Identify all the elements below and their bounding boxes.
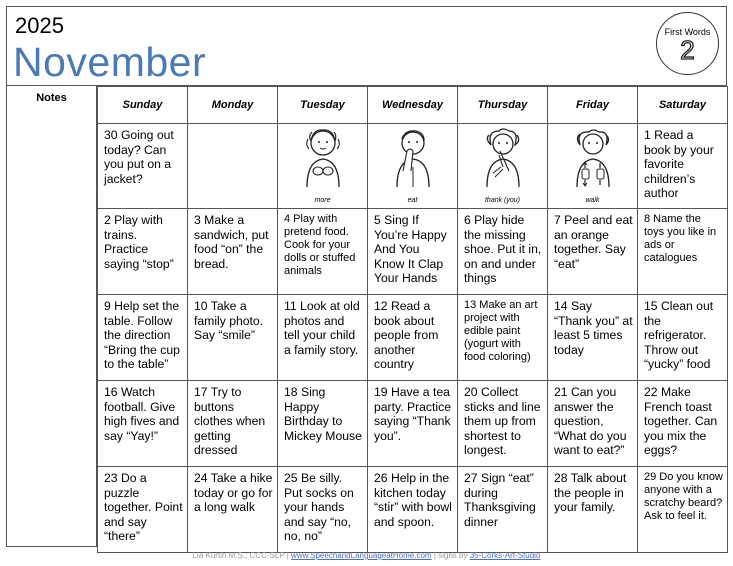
day-activity: 16 Watch football. Give high fives and say “Yay!” [104, 385, 180, 443]
calendar-grid [97, 86, 728, 553]
day-activity: 25 Be silly. Put socks on your hands and say “no, no, no” [284, 471, 354, 543]
day-cell [98, 295, 188, 381]
day-cell [188, 467, 278, 553]
day-cell [278, 209, 368, 295]
day-cell [368, 209, 458, 295]
day-activity: 2 Play with trains. Practice saying “stop” [104, 213, 174, 271]
day-cell [548, 295, 638, 381]
day-activity: 26 Help in the kitchen today “stir” with bowl and spoon. [374, 471, 452, 529]
day-cell [98, 209, 188, 295]
day-cell [278, 381, 368, 467]
weekday-tuesday: Tuesday [278, 87, 368, 124]
day-cell [368, 381, 458, 467]
day-cell [548, 209, 638, 295]
day-activity: 18 Sing Happy Birthday to Mickey Mouse [284, 385, 362, 443]
sign-eat-illustration [389, 127, 437, 189]
day-cell [458, 381, 548, 467]
footer-author: Lia Kurtin M.S., CCC-SLP | [192, 551, 289, 560]
day-cell [188, 295, 278, 381]
day-activity: 7 Peel and eat an orange together. Say “eat” [554, 213, 633, 271]
sign-walk-illustration [569, 127, 617, 189]
day-cell [638, 467, 728, 553]
calendar-header [6, 6, 727, 86]
weekday-saturday: Saturday [638, 87, 728, 124]
day-activity: 21 Can you answer the question, “What do you want to eat?” [554, 385, 627, 457]
day-activity: 22 Make French toast together. Can you mix the eggs? [644, 385, 718, 457]
footer-website-link[interactable]: www.SpeechandLanguageatHome.com [291, 551, 432, 560]
day-cell [188, 381, 278, 467]
week-row [98, 295, 728, 381]
day-cell [548, 381, 638, 467]
day-cell [98, 467, 188, 553]
sign-cell [278, 124, 368, 209]
weekday-thursday: Thursday [458, 87, 548, 124]
week-row [98, 209, 728, 295]
day-activity: 10 Take a family photo. Say “smile” [194, 299, 264, 342]
day-activity: 14 Say “Thank you” at least 5 times today [554, 299, 633, 357]
day-cell [278, 295, 368, 381]
sign-caption-eat: eat [407, 197, 418, 204]
sign-thank-you-illustration [479, 127, 527, 189]
footer-credits [0, 551, 733, 560]
notes-label: Notes [36, 92, 67, 104]
badge-number: 2 [680, 35, 695, 65]
day-activity: 3 Make a sandwich, put food “on” the bread. [194, 213, 269, 271]
day-cell [98, 381, 188, 467]
day-activity: 4 Play with pretend food. Cook for your dolls or stuffed animals [284, 213, 356, 277]
sign-more-illustration [299, 127, 347, 189]
day-activity: 20 Collect sticks and line them up from shortest to longest. [464, 385, 541, 457]
footer-separator: | signs by [433, 551, 468, 560]
day-cell [638, 381, 728, 467]
week-row [98, 381, 728, 467]
sign-caption-thank-you: thank (you) [484, 197, 521, 204]
day-activity: 1 Read a book by your favorite children’s author [644, 128, 714, 200]
weekday-friday: Friday [548, 87, 638, 124]
sign-cell [548, 124, 638, 209]
day-cell [458, 295, 548, 381]
day-cell [458, 467, 548, 553]
day-cell [638, 124, 728, 209]
weekday-wednesday: Wednesday [368, 87, 458, 124]
notes-column [6, 86, 97, 547]
day-activity: 11 Look at old photos and tell your child a family story. [284, 299, 360, 357]
day-cell [638, 295, 728, 381]
day-cell [98, 124, 188, 209]
day-activity: 9 Help set the table. Follow the direction “Bring the cup to the table” [104, 299, 180, 371]
sign-cell [368, 124, 458, 209]
day-cell [458, 209, 548, 295]
day-activity: 17 Try to buttons clothes when getting dressed [194, 385, 266, 457]
day-cell [278, 467, 368, 553]
month-title: November [13, 39, 207, 85]
day-activity: 5 Sing If You’re Happy And You Know It Clap Your Hands [374, 213, 447, 285]
day-cell [368, 295, 458, 381]
badge-label: First Words [664, 27, 711, 37]
day-activity: 13 Make an art project with edible paint (yogurt with food coloring) [464, 299, 538, 363]
day-activity: 19 Have a tea party. Practice saying “Thank you”. [374, 385, 451, 443]
week-row [98, 467, 728, 553]
day-activity: 8 Name the toys you like in ads or catalogues [644, 213, 717, 264]
day-cell [368, 467, 458, 553]
day-cell [548, 467, 638, 553]
weekday-sunday: Sunday [98, 87, 188, 124]
day-activity: 12 Read a book about people from another country [374, 299, 439, 371]
day-activity: 29 Do you know anyone with a scratchy beard? Ask to feel it. [644, 471, 723, 522]
footer-signs-link[interactable]: 35-Corks-Art-Studio [469, 551, 541, 560]
sign-cell [458, 124, 548, 209]
weekday-header-row [98, 87, 728, 124]
day-activity: 28 Talk about the people in your family. [554, 471, 627, 514]
day-activity: 27 Sign “eat” during Thanksgiving dinner [464, 471, 536, 529]
sign-caption-walk: walk [585, 197, 600, 204]
day-cell [638, 209, 728, 295]
day-activity: 23 Do a puzzle together. Point and say “there” [104, 471, 183, 543]
day-activity: 6 Play hide the missing shoe. Put it in, on and under things [464, 213, 542, 285]
day-activity: 15 Clean out the refrigerator. Throw out “yucky” food [644, 299, 714, 371]
day-activity: 30 Going out today? Can you put on a jacket? [104, 128, 174, 186]
day-activity: 24 Take a hike today or go for a long walk [194, 471, 273, 514]
weekday-monday: Monday [188, 87, 278, 124]
sign-caption-more: more [314, 197, 331, 204]
day-cell-empty [188, 124, 278, 209]
year-label: 2025 [15, 13, 64, 38]
week-row [98, 124, 728, 209]
day-cell [188, 209, 278, 295]
first-words-badge [656, 12, 719, 75]
